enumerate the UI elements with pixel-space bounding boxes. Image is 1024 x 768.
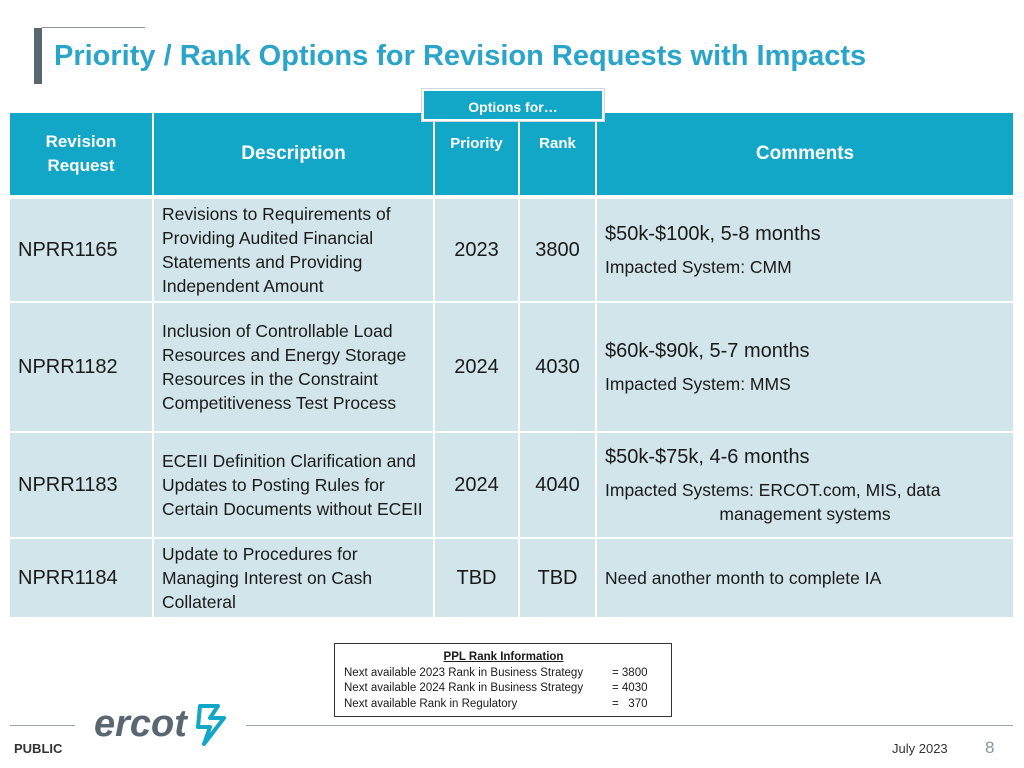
revision-priority: 2024 <box>435 433 520 539</box>
revision-id: NPRR1183 <box>10 433 154 539</box>
cost-estimate: $60k-$90k, 5-7 months <box>605 340 810 362</box>
header-revision-request: Revision Request <box>10 113 154 199</box>
revision-table <box>10 113 1013 619</box>
revision-comments <box>597 303 1013 433</box>
revision-comments <box>597 199 1013 303</box>
options-for-label: Options for… <box>422 89 604 121</box>
revision-id: NPRR1182 <box>10 303 154 433</box>
revision-description: ECEII Definition Clarification and Updates to Posting Rules for Certain Documents without ECEII <box>154 433 435 539</box>
revision-priority: 2023 <box>435 199 520 303</box>
footer-rule-right <box>246 725 1013 726</box>
ppl-line <box>344 666 663 682</box>
ppl-line-label: Next available 2023 Rank in Business Strategy <box>344 666 584 679</box>
classification-label: PUBLIC <box>14 741 63 756</box>
cost-estimate: $50k-$100k, 5-8 months <box>605 223 821 245</box>
impacted-systems: Impacted System: MMS <box>605 374 791 394</box>
revision-rank: 4030 <box>520 303 597 433</box>
table-row <box>10 303 1013 433</box>
lightning-icon <box>198 706 224 744</box>
cost-estimate: $50k-$75k, 4-6 months <box>605 446 810 468</box>
impacted-systems: Impacted System: CMM <box>605 257 792 277</box>
ppl-line-value: = 370 <box>612 697 648 710</box>
revision-description: Revisions to Requirements of Providing Audited Financial Statements and Providing Independent Amount <box>154 199 435 303</box>
ppl-line <box>344 697 663 713</box>
ppl-line-label: Next available 2024 Rank in Business Strategy <box>344 682 584 694</box>
header-rank: Rank <box>520 113 597 199</box>
header-comments: Comments <box>597 113 1013 199</box>
ppl-line-value: = 4030 <box>612 682 648 694</box>
ppl-rank-info-box <box>334 643 672 717</box>
impacted-systems-line2: management systems <box>719 504 891 524</box>
revision-id: NPRR1165 <box>10 199 154 303</box>
page-title: Priority / Rank Options for Revision Requests with Impacts <box>54 40 867 72</box>
ppl-line <box>344 681 663 697</box>
ppl-line-value: = 3800 <box>612 666 648 679</box>
revision-priority: TBD <box>435 539 520 619</box>
revision-description: Inclusion of Controllable Load Resources and Energy Storage Resources in the Constraint Competitiveness Test Process <box>154 303 435 433</box>
revision-description: Update to Procedures for Managing Interest on Cash Collateral <box>154 539 435 619</box>
impacted-systems <box>605 478 1005 526</box>
revision-rank: 3800 <box>520 199 597 303</box>
revision-priority: 2024 <box>435 303 520 433</box>
title-top-rule <box>42 27 145 28</box>
comment-text: Need another month to complete IA <box>605 568 882 588</box>
table-row <box>10 539 1013 619</box>
header-priority: Priority <box>435 113 520 199</box>
page-number: 8 <box>985 738 995 757</box>
ercot-logo <box>92 700 232 750</box>
header-description: Description <box>154 113 435 199</box>
footer-date: July 2023 <box>892 741 948 756</box>
impacted-systems-line1: Impacted Systems: ERCOT.com, MIS, data <box>605 480 941 500</box>
logo-wordmark: ercot <box>94 703 187 745</box>
table-row <box>10 433 1013 539</box>
table-header-row <box>10 113 1013 199</box>
table-row <box>10 199 1013 303</box>
revision-id: NPRR1184 <box>10 539 154 619</box>
ppl-heading: PPL Rank Information <box>443 651 564 663</box>
revision-comments <box>597 433 1013 539</box>
revision-comments <box>597 539 1013 619</box>
ppl-line-label: Next available Rank in Regulatory <box>344 697 518 710</box>
revision-rank: 4040 <box>520 433 597 539</box>
title-accent-bar <box>34 28 42 84</box>
footer-rule-left <box>10 725 75 726</box>
revision-rank: TBD <box>520 539 597 619</box>
